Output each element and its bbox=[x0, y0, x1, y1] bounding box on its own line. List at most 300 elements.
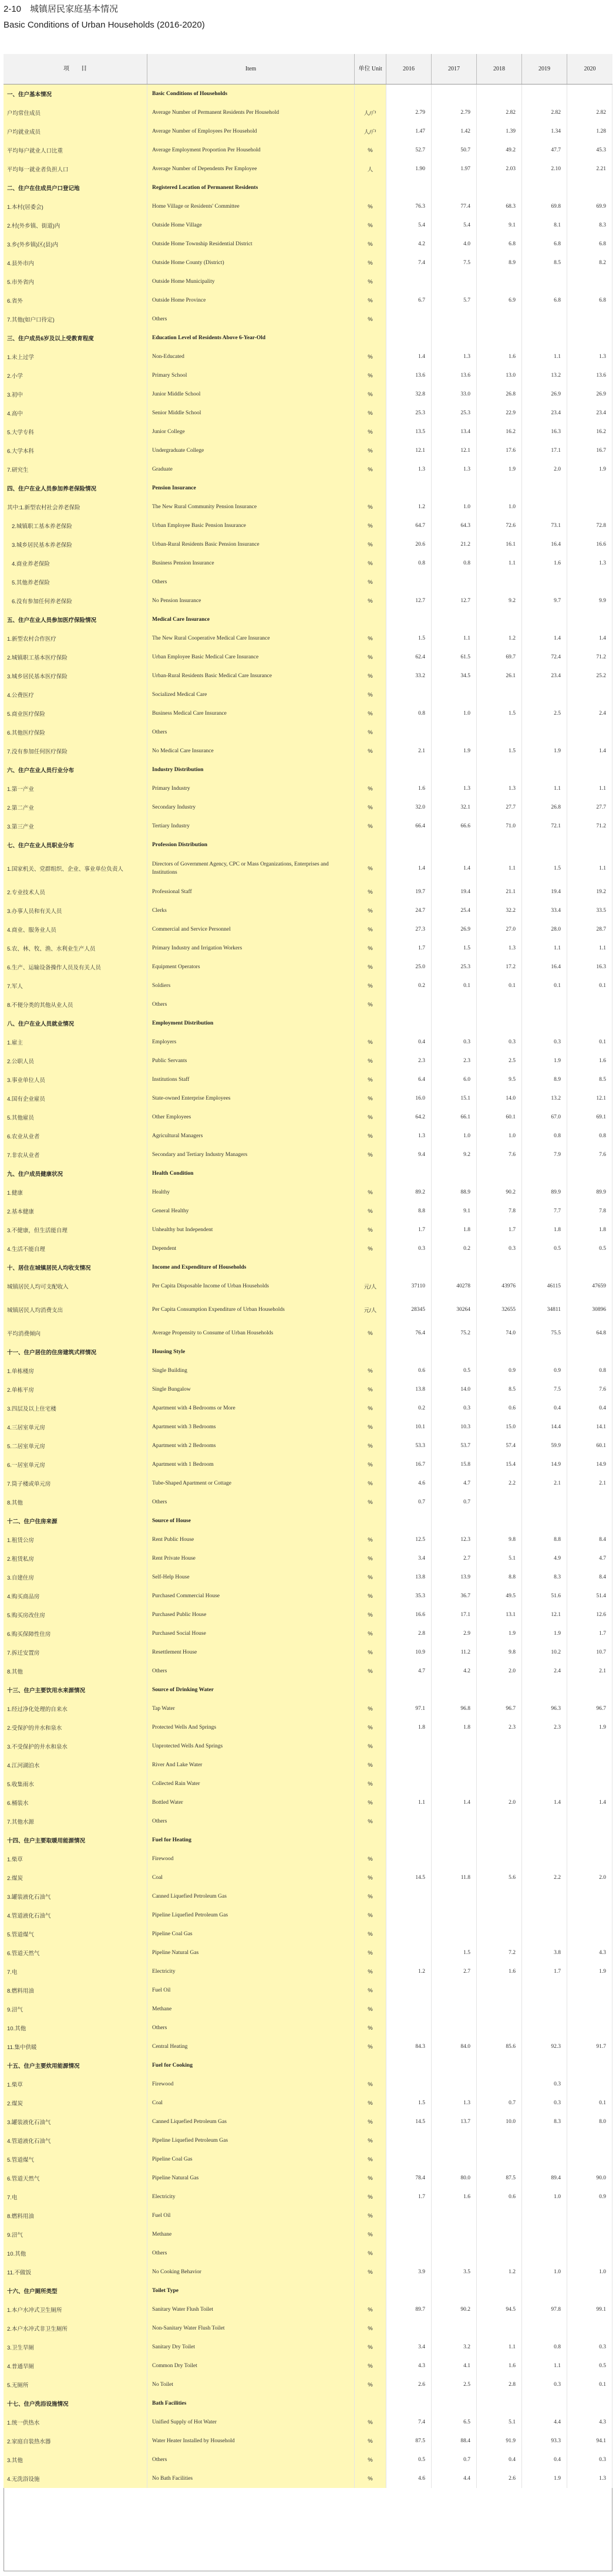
table-row bbox=[4, 742, 612, 760]
value-2020: 1.6 bbox=[567, 1052, 612, 1070]
value-2020: 6.8 bbox=[567, 291, 612, 310]
table-row bbox=[4, 1737, 612, 1756]
row-unit bbox=[355, 610, 386, 629]
value-2020: 2.0 bbox=[567, 1868, 612, 1887]
value-2016: 8.8 bbox=[386, 1202, 432, 1221]
value-2019: 33.4 bbox=[522, 901, 567, 920]
row-unit: % bbox=[355, 685, 386, 704]
row-label-cn: 7.电 bbox=[4, 2188, 147, 2206]
row-unit bbox=[355, 1512, 386, 1530]
row-label-en: Purchased Commercial House bbox=[147, 1587, 355, 1605]
value-2020 bbox=[567, 2319, 612, 2338]
row-label-cn: 九、住户成员健康状况 bbox=[4, 1164, 147, 1183]
header-item-en: Item bbox=[147, 54, 355, 84]
value-2016 bbox=[386, 1737, 432, 1756]
value-2020: 1.3 bbox=[567, 554, 612, 573]
row-label-cn: 6.大学本科 bbox=[4, 441, 147, 460]
value-2017: 1.3 bbox=[432, 2094, 477, 2112]
row-unit: % bbox=[355, 385, 386, 404]
table-row bbox=[4, 1127, 612, 1145]
row-label-en: Others bbox=[147, 573, 355, 591]
value-2017: 12.1 bbox=[432, 441, 477, 460]
table-row bbox=[4, 1850, 612, 1868]
table-row bbox=[4, 1699, 612, 1718]
value-2018 bbox=[477, 760, 522, 779]
row-label-en: Toilet Type bbox=[147, 2281, 355, 2300]
value-2016: 25.3 bbox=[386, 404, 432, 422]
value-2020: 0.5 bbox=[567, 2357, 612, 2375]
row-label-cn: 7.军人 bbox=[4, 976, 147, 995]
value-2017 bbox=[432, 1014, 477, 1033]
value-2019: 1.1 bbox=[522, 779, 567, 798]
header-year-2018: 2018 bbox=[477, 54, 522, 84]
value-2020: 8.0 bbox=[567, 2112, 612, 2131]
row-label-cn: 5.市外省内 bbox=[4, 272, 147, 291]
value-2017 bbox=[432, 272, 477, 291]
value-2019 bbox=[522, 1850, 567, 1868]
value-2018: 1.3 bbox=[477, 939, 522, 958]
row-label-en: Others bbox=[147, 1812, 355, 1831]
row-label-cn: 城镇居民人均可支配收入 bbox=[4, 1277, 147, 1296]
row-unit: % bbox=[355, 2188, 386, 2206]
row-label-cn: 4.普通旱厕 bbox=[4, 2357, 147, 2375]
table-row bbox=[4, 422, 612, 441]
value-2016: 52.7 bbox=[386, 141, 432, 160]
value-2020 bbox=[567, 1925, 612, 1943]
value-2020: 0.5 bbox=[567, 1239, 612, 1258]
value-2018: 15.4 bbox=[477, 1455, 522, 1474]
value-2016: 19.7 bbox=[386, 883, 432, 901]
row-label-cn: 2.城镇职工基本医疗保险 bbox=[4, 648, 147, 667]
row-label-cn: 8.燃料用油 bbox=[4, 1981, 147, 2000]
value-2016: 0.3 bbox=[386, 1239, 432, 1258]
value-2018: 96.7 bbox=[477, 1699, 522, 1718]
row-label-cn: 2.基本健康 bbox=[4, 1202, 147, 1221]
row-unit: % bbox=[355, 2225, 386, 2244]
value-2018: 57.4 bbox=[477, 1436, 522, 1455]
row-label-en: Others bbox=[147, 1662, 355, 1681]
value-2017 bbox=[432, 2281, 477, 2300]
row-label-cn: 2.专业技术人员 bbox=[4, 883, 147, 901]
value-2016: 0.7 bbox=[386, 1493, 432, 1512]
value-2016: 35.3 bbox=[386, 1587, 432, 1605]
value-2017: 15.1 bbox=[432, 1089, 477, 1108]
value-2016: 66.4 bbox=[386, 817, 432, 836]
row-label-en: Single Building bbox=[147, 1361, 355, 1380]
value-2020: 23.4 bbox=[567, 404, 612, 422]
row-label-en: Pipeline Liquefied Petroleum Gas bbox=[147, 1906, 355, 1925]
row-label-cn: 7.其他水源 bbox=[4, 1812, 147, 1831]
row-unit: % bbox=[355, 1380, 386, 1399]
row-label-cn: 1.柴草 bbox=[4, 1850, 147, 1868]
row-label-cn: 6.管道天然气 bbox=[4, 1943, 147, 1962]
value-2020: 10.7 bbox=[567, 1643, 612, 1662]
value-2019: 0.3 bbox=[522, 2094, 567, 2112]
value-2016 bbox=[386, 2131, 432, 2150]
value-2020: 9.9 bbox=[567, 591, 612, 610]
row-label-cn: 1.单栋楼房 bbox=[4, 1361, 147, 1380]
row-unit bbox=[355, 1831, 386, 1850]
row-label-en: Urban-Rural Residents Basic Medical Care Insurance bbox=[147, 667, 355, 685]
table-row bbox=[4, 1624, 612, 1643]
section-row bbox=[4, 1014, 612, 1033]
table-row bbox=[4, 995, 612, 1014]
value-2020: 13.6 bbox=[567, 366, 612, 385]
value-2018 bbox=[477, 1906, 522, 1925]
value-2017 bbox=[432, 2244, 477, 2263]
table-row bbox=[4, 2375, 612, 2394]
row-label-en: Canned Liquefied Petroleum Gas bbox=[147, 2112, 355, 2131]
row-label-en: Housing Style bbox=[147, 1343, 355, 1361]
table-row bbox=[4, 103, 612, 122]
value-2018: 27.0 bbox=[477, 920, 522, 939]
value-2019 bbox=[522, 723, 567, 742]
value-2017: 96.8 bbox=[432, 1699, 477, 1718]
table-row bbox=[4, 2169, 612, 2188]
table-row bbox=[4, 2450, 612, 2469]
table-row bbox=[4, 1436, 612, 1455]
row-label-en: Fuel for Cooking bbox=[147, 2056, 355, 2075]
row-label-en: Single Bungalow bbox=[147, 1380, 355, 1399]
value-2017: 21.2 bbox=[432, 535, 477, 554]
value-2016 bbox=[386, 178, 432, 197]
value-2019 bbox=[522, 310, 567, 329]
row-unit bbox=[355, 2281, 386, 2300]
section-row bbox=[4, 610, 612, 629]
value-2020: 2.82 bbox=[567, 103, 612, 122]
value-2019 bbox=[522, 610, 567, 629]
table-row bbox=[4, 1033, 612, 1052]
value-2016: 14.5 bbox=[386, 1868, 432, 1887]
row-label-en: Per Capita Consumption Expenditure of Urban Households bbox=[147, 1296, 355, 1324]
row-label-en: Pipeline Natural Gas bbox=[147, 1943, 355, 1962]
value-2017: 1.5 bbox=[432, 939, 477, 958]
value-2020: 12.6 bbox=[567, 1605, 612, 1624]
table-row bbox=[4, 2131, 612, 2150]
table-row bbox=[4, 1756, 612, 1774]
value-2018 bbox=[477, 1258, 522, 1277]
row-label-en: Firewood bbox=[147, 2075, 355, 2094]
value-2017: 1.3 bbox=[432, 779, 477, 798]
value-2016: 1.2 bbox=[386, 1962, 432, 1981]
value-2016: 2.79 bbox=[386, 103, 432, 122]
value-2017: 2.5 bbox=[432, 2375, 477, 2394]
value-2017: 6.0 bbox=[432, 1070, 477, 1089]
value-2018 bbox=[477, 1850, 522, 1868]
table-row bbox=[4, 1052, 612, 1070]
value-2020: 27.7 bbox=[567, 798, 612, 817]
row-unit: % bbox=[355, 2357, 386, 2375]
row-label-en: Profession Distribution bbox=[147, 836, 355, 854]
table-row bbox=[4, 1089, 612, 1108]
value-2016: 97.1 bbox=[386, 1699, 432, 1718]
value-2016: 10.1 bbox=[386, 1418, 432, 1436]
row-label-en: Other Employees bbox=[147, 1108, 355, 1127]
value-2017: 15.8 bbox=[432, 1455, 477, 1474]
value-2016 bbox=[386, 1014, 432, 1033]
value-2017: 26.9 bbox=[432, 920, 477, 939]
value-2018 bbox=[477, 310, 522, 329]
table-row bbox=[4, 939, 612, 958]
value-2018 bbox=[477, 479, 522, 498]
value-2018: 32.2 bbox=[477, 901, 522, 920]
row-label-en: Others bbox=[147, 723, 355, 742]
row-unit: % bbox=[355, 1033, 386, 1052]
row-label-cn: 4.三居室单元房 bbox=[4, 1418, 147, 1436]
row-unit: % bbox=[355, 554, 386, 573]
value-2017: 2.79 bbox=[432, 103, 477, 122]
row-unit: % bbox=[355, 347, 386, 366]
value-2020 bbox=[567, 1681, 612, 1699]
value-2020 bbox=[567, 2206, 612, 2225]
value-2018: 2.2 bbox=[477, 1474, 522, 1493]
row-unit: % bbox=[355, 591, 386, 610]
value-2019 bbox=[522, 1925, 567, 1943]
table-row bbox=[4, 460, 612, 479]
value-2018: 1.0 bbox=[477, 498, 522, 516]
value-2018: 1.6 bbox=[477, 1962, 522, 1981]
table-row bbox=[4, 2037, 612, 2056]
table-row bbox=[4, 1793, 612, 1812]
row-label-en: Per Capita Disposable Income of Urban Households bbox=[147, 1277, 355, 1296]
value-2019 bbox=[522, 329, 567, 347]
table-row bbox=[4, 629, 612, 648]
value-2019: 1.1 bbox=[522, 2357, 567, 2375]
value-2018: 0.9 bbox=[477, 1361, 522, 1380]
section-row bbox=[4, 178, 612, 197]
value-2018: 32655 bbox=[477, 1296, 522, 1324]
value-2019 bbox=[522, 272, 567, 291]
section-row bbox=[4, 1831, 612, 1850]
value-2016: 16.0 bbox=[386, 1089, 432, 1108]
row-label-cn: 2.小学 bbox=[4, 366, 147, 385]
value-2017: 2.7 bbox=[432, 1962, 477, 1981]
table-row bbox=[4, 1455, 612, 1474]
value-2016: 1.90 bbox=[386, 160, 432, 178]
value-2020 bbox=[567, 760, 612, 779]
row-label-en: Income and Expenditure of Households bbox=[147, 1258, 355, 1277]
value-2020: 0.3 bbox=[567, 2450, 612, 2469]
table-row bbox=[4, 1643, 612, 1662]
row-label-en: Outside Home Province bbox=[147, 291, 355, 310]
row-label-cn: 4.商业、服务业人员 bbox=[4, 920, 147, 939]
row-label-cn: 9.沼气 bbox=[4, 2000, 147, 2019]
value-2017: 12.7 bbox=[432, 591, 477, 610]
row-unit: % bbox=[355, 1587, 386, 1605]
value-2019: 2.4 bbox=[522, 1662, 567, 1681]
section-row bbox=[4, 1681, 612, 1699]
value-2020 bbox=[567, 2150, 612, 2169]
row-unit: % bbox=[355, 2169, 386, 2188]
value-2017: 40278 bbox=[432, 1277, 477, 1296]
row-label-en: Socialized Medical Care bbox=[147, 685, 355, 704]
value-2020 bbox=[567, 1981, 612, 2000]
row-label-en: Apartment with 4 Bedrooms or More bbox=[147, 1399, 355, 1418]
value-2019: 16.3 bbox=[522, 422, 567, 441]
row-label-cn: 5.其他养老保险 bbox=[4, 573, 147, 591]
table-row bbox=[4, 235, 612, 253]
value-2017: 90.2 bbox=[432, 2300, 477, 2319]
row-label-en: Apartment with 1 Bedroom bbox=[147, 1455, 355, 1474]
value-2017: 0.7 bbox=[432, 1493, 477, 1512]
row-label-cn: 8.其他 bbox=[4, 1493, 147, 1512]
value-2020: 8.2 bbox=[567, 253, 612, 272]
value-2018 bbox=[477, 1493, 522, 1512]
value-2018 bbox=[477, 836, 522, 854]
row-label-en: Unhealthy but Independent bbox=[147, 1221, 355, 1239]
table-row bbox=[4, 2150, 612, 2169]
value-2017 bbox=[432, 479, 477, 498]
value-2019: 0.1 bbox=[522, 976, 567, 995]
table-row bbox=[4, 310, 612, 329]
value-2016 bbox=[386, 723, 432, 742]
value-2017: 4.7 bbox=[432, 1474, 477, 1493]
table-row bbox=[4, 1380, 612, 1399]
row-label-cn: 十七、住户洗浴设施情况 bbox=[4, 2394, 147, 2413]
row-unit: % bbox=[355, 1925, 386, 1943]
row-label-en: Junior College bbox=[147, 422, 355, 441]
value-2020: 2.1 bbox=[567, 1662, 612, 1681]
value-2020: 0.1 bbox=[567, 976, 612, 995]
value-2016: 16.7 bbox=[386, 1455, 432, 1474]
value-2017: 66.1 bbox=[432, 1108, 477, 1127]
value-2017 bbox=[432, 1681, 477, 1699]
value-2017: 25.3 bbox=[432, 958, 477, 976]
table-row bbox=[4, 1568, 612, 1587]
value-2017 bbox=[432, 84, 477, 103]
value-2019 bbox=[522, 760, 567, 779]
value-2020: 1.3 bbox=[567, 2469, 612, 2488]
value-2019: 1.34 bbox=[522, 122, 567, 141]
value-2020: 94.1 bbox=[567, 2432, 612, 2450]
value-2016: 6.7 bbox=[386, 291, 432, 310]
value-2017 bbox=[432, 1925, 477, 1943]
value-2018: 69.7 bbox=[477, 648, 522, 667]
row-label-cn: 4.县外市内 bbox=[4, 253, 147, 272]
table-row bbox=[4, 1277, 612, 1296]
row-label-en: Health Condition bbox=[147, 1164, 355, 1183]
value-2018: 13.1 bbox=[477, 1605, 522, 1624]
value-2016 bbox=[386, 2000, 432, 2019]
table-body bbox=[4, 84, 612, 2488]
row-unit: % bbox=[355, 2319, 386, 2338]
value-2017: 50.7 bbox=[432, 141, 477, 160]
table-row bbox=[4, 2338, 612, 2357]
value-2017: 75.2 bbox=[432, 1324, 477, 1343]
value-2016: 25.0 bbox=[386, 958, 432, 976]
value-2016 bbox=[386, 2225, 432, 2244]
value-2018 bbox=[477, 995, 522, 1014]
value-2018: 21.1 bbox=[477, 883, 522, 901]
table-row bbox=[4, 573, 612, 591]
row-label-en: Primary Industry bbox=[147, 779, 355, 798]
row-unit: % bbox=[355, 1962, 386, 1981]
table-row bbox=[4, 2300, 612, 2319]
table-row bbox=[4, 1183, 612, 1202]
value-2017: 1.0 bbox=[432, 704, 477, 723]
row-label-cn: 户均常住成员 bbox=[4, 103, 147, 122]
value-2019: 2.1 bbox=[522, 1474, 567, 1493]
table-row bbox=[4, 2206, 612, 2225]
value-2018: 22.9 bbox=[477, 404, 522, 422]
value-2017 bbox=[432, 685, 477, 704]
value-2019: 0.3 bbox=[522, 1033, 567, 1052]
value-2019: 9.7 bbox=[522, 591, 567, 610]
table-row bbox=[4, 1324, 612, 1343]
row-unit: % bbox=[355, 883, 386, 901]
table-row bbox=[4, 817, 612, 836]
value-2020: 12.1 bbox=[567, 1089, 612, 1108]
row-label-cn: 4.国有企业雇员 bbox=[4, 1089, 147, 1108]
table-row bbox=[4, 1981, 612, 2000]
value-2017 bbox=[432, 1737, 477, 1756]
value-2016: 1.1 bbox=[386, 1793, 432, 1812]
value-2017 bbox=[432, 1774, 477, 1793]
table-row bbox=[4, 160, 612, 178]
value-2016 bbox=[386, 1887, 432, 1906]
value-2020: 71.2 bbox=[567, 648, 612, 667]
row-label-cn: 三、住户成员6岁及以上受教育程度 bbox=[4, 329, 147, 347]
value-2019: 4.4 bbox=[522, 2413, 567, 2432]
row-label-cn: 7.拆迁安置房 bbox=[4, 1643, 147, 1662]
value-2020 bbox=[567, 2056, 612, 2075]
value-2019: 26.9 bbox=[522, 385, 567, 404]
value-2016: 53.3 bbox=[386, 1436, 432, 1455]
header-year-2016: 2016 bbox=[386, 54, 432, 84]
value-2019: 16.4 bbox=[522, 958, 567, 976]
value-2020: 0.1 bbox=[567, 2094, 612, 2112]
row-label-en: Coal bbox=[147, 1868, 355, 1887]
value-2017: 5.7 bbox=[432, 291, 477, 310]
row-label-cn: 2.城镇职工基本养老保险 bbox=[4, 516, 147, 535]
table-row bbox=[4, 2469, 612, 2488]
row-unit bbox=[355, 2056, 386, 2075]
row-label-en: Junior Middle School bbox=[147, 385, 355, 404]
row-label-cn: 3.城乡居民基本医疗保险 bbox=[4, 667, 147, 685]
value-2020: 16.2 bbox=[567, 422, 612, 441]
value-2020: 1.4 bbox=[567, 742, 612, 760]
table-row bbox=[4, 1962, 612, 1981]
value-2016: 13.5 bbox=[386, 422, 432, 441]
value-2019: 3.8 bbox=[522, 1943, 567, 1962]
value-2017: 25.4 bbox=[432, 901, 477, 920]
value-2020 bbox=[567, 1812, 612, 1831]
row-unit: % bbox=[355, 1145, 386, 1164]
row-unit: % bbox=[355, 2469, 386, 2488]
value-2019: 8.5 bbox=[522, 253, 567, 272]
value-2016: 64.7 bbox=[386, 516, 432, 535]
value-2018: 1.0 bbox=[477, 1127, 522, 1145]
row-label-en: Purchased Public House bbox=[147, 1605, 355, 1624]
row-label-en: Senior Middle School bbox=[147, 404, 355, 422]
value-2016: 0.2 bbox=[386, 976, 432, 995]
value-2016: 1.4 bbox=[386, 347, 432, 366]
row-unit: % bbox=[355, 441, 386, 460]
value-2020: 2.4 bbox=[567, 704, 612, 723]
row-unit: % bbox=[355, 1643, 386, 1662]
value-2017: 1.6 bbox=[432, 2188, 477, 2206]
value-2016: 76.3 bbox=[386, 197, 432, 216]
value-2019: 0.4 bbox=[522, 2450, 567, 2469]
value-2018: 9.2 bbox=[477, 591, 522, 610]
value-2019 bbox=[522, 1258, 567, 1277]
row-label-en: Self-Help House bbox=[147, 1568, 355, 1587]
value-2017: 1.5 bbox=[432, 1943, 477, 1962]
value-2016: 12.1 bbox=[386, 441, 432, 460]
value-2018: 1.7 bbox=[477, 1221, 522, 1239]
value-2017: 5.4 bbox=[432, 216, 477, 235]
table-row bbox=[4, 723, 612, 742]
